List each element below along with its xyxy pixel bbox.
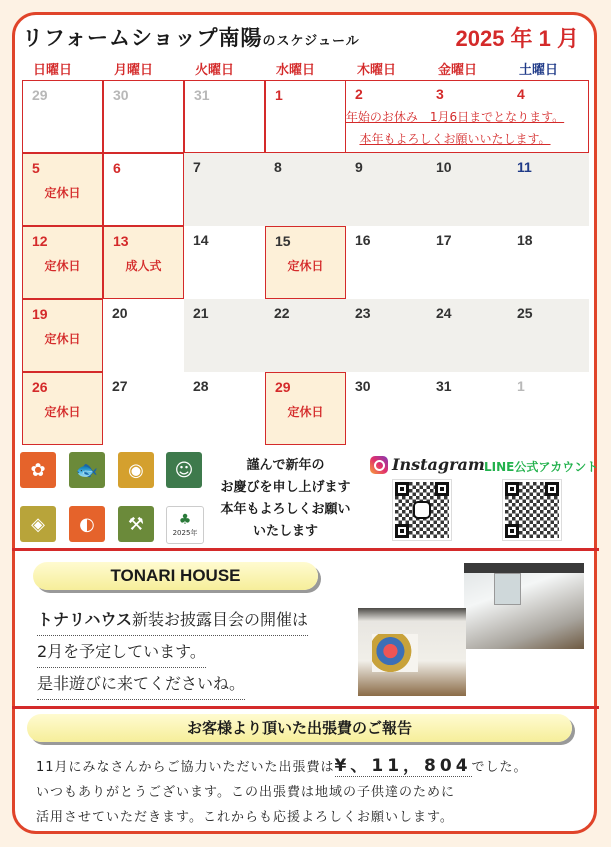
calendar-day [508, 153, 589, 226]
day-number: 13 [113, 233, 129, 249]
calendar-day [265, 153, 346, 226]
calendar-day [184, 153, 265, 226]
day-note: 定休日 [287, 405, 324, 419]
day-number: 30 [113, 87, 129, 103]
page-title: リフォームショップ南陽のスケジュール [22, 26, 360, 50]
plum-blossom-icon: ✿ [20, 452, 56, 488]
weekday-label: 水曜日 [276, 62, 316, 77]
calendar-day [346, 153, 427, 226]
new-year-greeting: 謹んで新年の お慶びを申し上げます 本年もよろしくお願い いたします [220, 458, 351, 539]
day-number: 3 [436, 86, 444, 102]
daruma-icon: ☺ [166, 452, 202, 488]
calendar-day [427, 299, 508, 372]
day-number: 23 [355, 305, 371, 321]
calendar-day [22, 153, 103, 226]
house-interior-photo [464, 563, 584, 649]
weekday-label: 土曜日 [519, 62, 559, 77]
day-number: 31 [194, 87, 210, 103]
day-number: 8 [274, 159, 282, 175]
day-number: 31 [436, 378, 452, 394]
year-month: 2025 年 1 月 [455, 26, 579, 51]
day-note: 定休日 [44, 186, 81, 200]
weekday-label: 金曜日 [438, 62, 478, 77]
day-number: 16 [355, 232, 371, 248]
day-number: 26 [32, 379, 48, 395]
day-number: 28 [193, 378, 209, 394]
report-body: 11月にみなさんからご協力いただいた出張費は¥、11，804でした。 いつもありがとうございます。この出張費は地域の子供達のために 活用させていただきます。これからも応援よろしくお願いします。 [36, 756, 528, 825]
calendar-day [22, 226, 103, 299]
calendar-day [346, 299, 427, 372]
day-number: 18 [517, 232, 533, 248]
calendar-day [508, 299, 589, 372]
calendar-day [508, 372, 589, 445]
calendar-day [427, 372, 508, 445]
line-qr-code[interactable] [502, 479, 562, 541]
section-divider [12, 706, 599, 709]
calendar-day [184, 226, 265, 299]
report-heading: お客様より頂いた出張費のご報告 [27, 714, 572, 742]
calendar-day [103, 299, 184, 372]
day-number: 29 [32, 87, 48, 103]
day-number: 25 [517, 305, 533, 321]
instagram-icon [370, 456, 388, 474]
donation-amount: ¥、11，804 [334, 756, 472, 776]
day-number: 19 [32, 306, 48, 322]
calendar-day [22, 80, 103, 153]
day-number: 17 [436, 232, 452, 248]
day-number: 14 [193, 232, 209, 248]
sea-bream-icon: 🐟 [69, 452, 105, 488]
day-number: 20 [112, 305, 128, 321]
calendar-day [346, 372, 427, 445]
day-number: 29 [275, 379, 291, 395]
instagram-qr-code[interactable] [392, 479, 452, 541]
day-number: 1 [275, 87, 283, 103]
day-note: 定休日 [44, 405, 81, 419]
calendar-day [184, 299, 265, 372]
calendar-day [103, 80, 184, 153]
day-number: 4 [517, 86, 525, 102]
weekday-label: 日曜日 [33, 62, 73, 77]
spinning-top-icon: ◈ [20, 506, 56, 542]
day-number: 5 [32, 160, 40, 176]
day-number: 2 [355, 86, 363, 102]
snake-icon: ◐ [69, 506, 105, 542]
day-number: 27 [112, 378, 128, 394]
weekday-label: 木曜日 [357, 62, 397, 77]
new-year-icons [20, 452, 205, 547]
tonari-announcement: トナリハウス新装お披露目会の開催は 2月を予定しています。 是非遊びに来てくださいね。 [37, 604, 308, 700]
day-number: 15 [275, 233, 291, 249]
calendar-day [184, 80, 265, 153]
day-number: 21 [193, 305, 209, 321]
weekday-label: 火曜日 [195, 62, 235, 77]
day-number: 24 [436, 305, 452, 321]
day-number: 6 [113, 160, 121, 176]
calendar-day [508, 226, 589, 299]
day-number: 12 [32, 233, 48, 249]
calendar-day [103, 226, 184, 299]
calendar-day [22, 372, 103, 445]
pine-icon: ♣ 2025年 [166, 506, 204, 544]
day-note: 定休日 [287, 259, 324, 273]
calendar-day [427, 153, 508, 226]
calendar-day [265, 299, 346, 372]
house-gallery-photo [358, 608, 466, 696]
day-number: 7 [193, 159, 201, 175]
instagram-label: Instagram [370, 455, 485, 474]
day-number: 9 [355, 159, 363, 175]
calendar-day [427, 226, 508, 299]
day-number: 22 [274, 305, 290, 321]
calendar-day [22, 299, 103, 372]
day-number: 1 [517, 378, 525, 394]
calendar-day [184, 372, 265, 445]
weekday-label: 月曜日 [114, 62, 154, 77]
day-note: 成人式 [125, 259, 162, 273]
closure-range [265, 80, 589, 153]
section-divider [12, 548, 599, 551]
calendar-day [265, 372, 346, 445]
instagram-icon [413, 501, 431, 519]
day-number: 30 [355, 378, 371, 394]
calendar-day [265, 226, 346, 299]
kagami-mochi-icon: ◉ [118, 452, 154, 488]
calendar-day [346, 226, 427, 299]
closure-notice: 年始のお休み 1月6日までとなります。 本年もよろしくお願いいたします。 [345, 110, 565, 146]
day-note: 定休日 [44, 332, 81, 346]
calendar-grid [22, 80, 589, 445]
day-note: 定休日 [44, 259, 81, 273]
day-number: 11 [517, 159, 532, 175]
lucky-mallet-icon: ⚒ [118, 506, 154, 542]
line-label: LINE公式アカウント [484, 460, 599, 474]
tonari-heading: TONARI HOUSE [33, 562, 318, 590]
day-number: 10 [436, 159, 452, 175]
calendar-day [103, 153, 184, 226]
calendar-day [103, 372, 184, 445]
